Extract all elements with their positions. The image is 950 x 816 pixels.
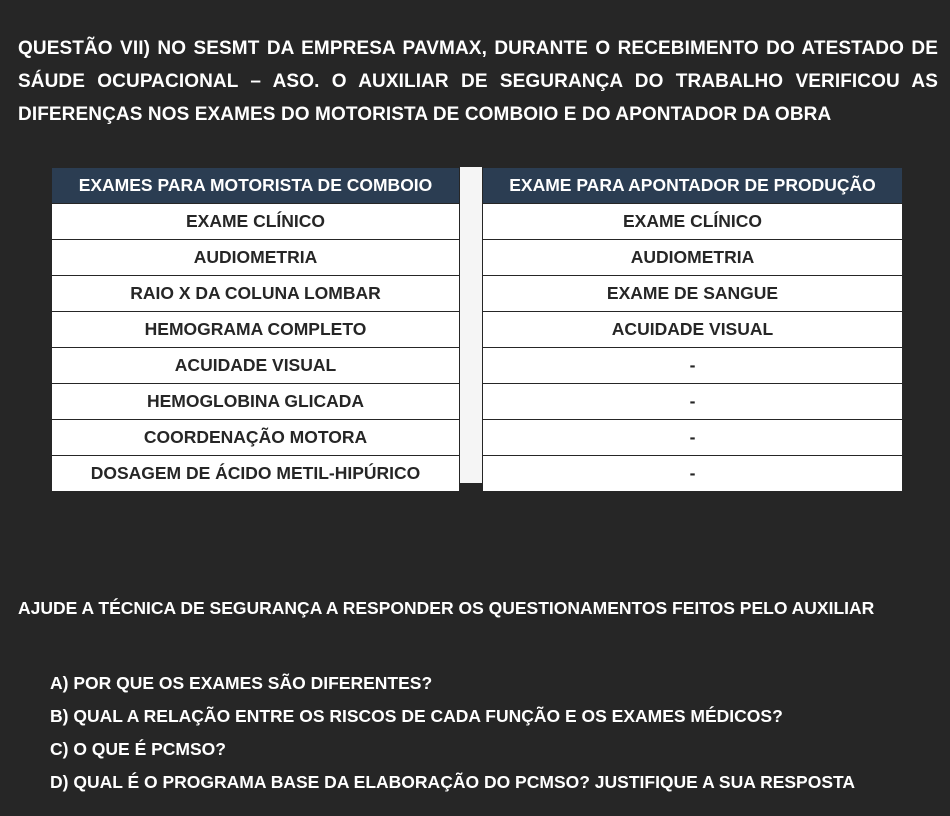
- table-cell: DOSAGEM DE ÁCIDO METIL-HIPÚRICO: [52, 456, 460, 492]
- table-cell: AUDIOMETRIA: [52, 240, 460, 276]
- apontador-table-header: EXAME PARA APONTADOR DE PRODUÇÃO: [483, 168, 903, 204]
- apontador-exams-table: [482, 167, 903, 492]
- table-cell: EXAME CLÍNICO: [483, 204, 903, 240]
- table-cell: ACUIDADE VISUAL: [483, 312, 903, 348]
- table-cell: COORDENAÇÃO MOTORA: [52, 420, 460, 456]
- exams-comparison: [51, 167, 903, 483]
- motorista-table-header: EXAMES PARA MOTORISTA DE COMBOIO: [52, 168, 460, 204]
- question-c: C) O QUE É PCMSO?: [50, 739, 226, 759]
- table-cell: HEMOGLOBINA GLICADA: [52, 384, 460, 420]
- instruction-prompt: AJUDE A TÉCNICA DE SEGURANÇA A RESPONDER OS QUESTIONAMENTOS FEITOS PELO AUXILIAR: [18, 598, 875, 618]
- question-b: B) QUAL A RELAÇÃO ENTRE OS RISCOS DE CADA FUNÇÃO E OS EXAMES MÉDICOS?: [50, 706, 783, 726]
- question-list: [50, 667, 930, 799]
- table-cell: AUDIOMETRIA: [483, 240, 903, 276]
- question-statement: QUESTÃO VII) NO SESMT DA EMPRESA PAVMAX, DURANTE O RECEBIMENTO DO ATESTADO DE SÁUDE OCUPACIONAL – ASO. O AUXILIAR DE SEGURANÇA DO TRABALHO VERIFICOU AS DIFERENÇAS NOS EXAMES DO MOTORISTA DE COMBOIO E DO APONTADOR DA OBRA: [18, 38, 938, 125]
- table-cell: ACUIDADE VISUAL: [52, 348, 460, 384]
- table-cell: RAIO X DA COLUNA LOMBAR: [52, 276, 460, 312]
- question-a: A) POR QUE OS EXAMES SÃO DIFERENTES?: [50, 673, 433, 693]
- question-d: D) QUAL É O PROGRAMA BASE DA ELABORAÇÃO DO PCMSO? JUSTIFIQUE A SUA RESPOSTA: [50, 772, 856, 792]
- motorista-exams-table: [51, 167, 460, 492]
- table-cell: -: [483, 456, 903, 492]
- table-cell: -: [483, 384, 903, 420]
- table-cell: -: [483, 420, 903, 456]
- table-cell: -: [483, 348, 903, 384]
- table-cell: EXAME CLÍNICO: [52, 204, 460, 240]
- table-cell: EXAME DE SANGUE: [483, 276, 903, 312]
- table-cell: HEMOGRAMA COMPLETO: [52, 312, 460, 348]
